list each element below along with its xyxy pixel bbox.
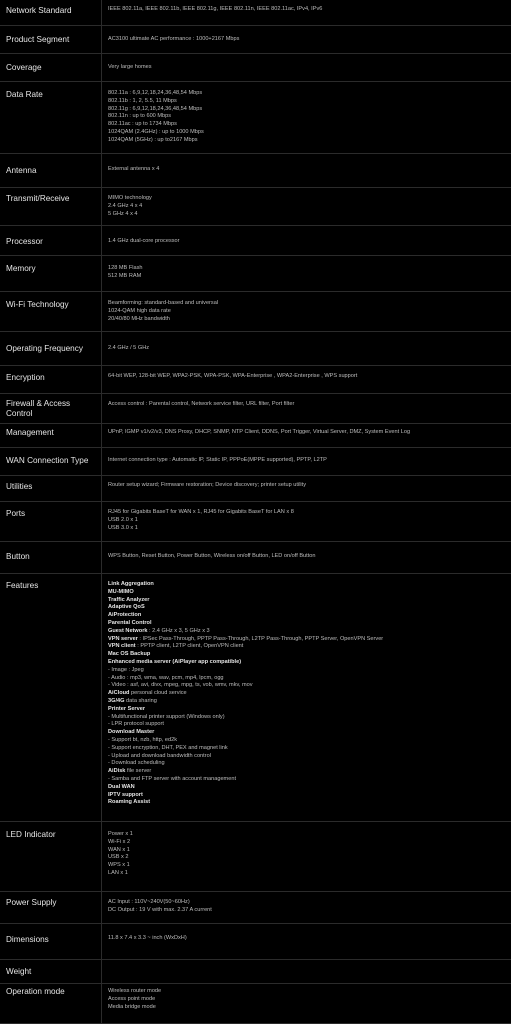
spec-text: RJ45 for Gigabits BaseT for WAN x 1, RJ45 for Gigabits BaseT for LAN x 8 [108,509,294,515]
spec-text: 1024QAM (2.4GHz) : up to 1000 Mbps [108,128,204,135]
spec-text: : 2.4 GHz x 3, 5 GHz x 3 [147,627,210,634]
column-divider [101,394,102,423]
spec-text: - Samba and FTP server with account management [108,775,236,782]
spec-text: 802.11b : 1, 2, 5.5, 11 Mbps [108,97,177,104]
spec-text: - Support encryption, DHT, PEX and magnet link [108,744,228,751]
spec-value-line [108,1004,506,1012]
spec-value-line [108,612,506,620]
spec-text: MIMO technology [108,195,152,201]
spec-value-line [108,509,506,517]
column-divider [101,226,102,255]
spec-row-wi-fi-technology [0,292,511,332]
spec-text: WPS x 1 [108,862,130,869]
spec-label: Ports [6,509,26,518]
column-divider [101,82,102,153]
spec-value-line [108,907,506,915]
feature-heading: Mac OS Backup [108,651,151,658]
spec-text: LAN x 1 [108,869,128,876]
spec-label: Memory [6,264,36,273]
spec-value-line [108,847,506,855]
spec-text: - Download scheduling [108,760,165,767]
spec-value-line [108,675,506,683]
spec-row-processor [0,226,511,256]
spec-value-line [108,166,506,174]
spec-value-line [108,457,506,465]
spec-value-line [108,870,506,878]
spec-label: Transmit/Receive [6,194,70,203]
spec-text: Wireless router mode [108,988,162,994]
spec-value [108,899,506,915]
spec-value-line [108,203,506,211]
spec-row-encryption [0,366,511,394]
spec-label: Wi-Fi Technology [6,300,69,309]
spec-label: WAN Connection Type [6,456,89,465]
spec-value-line [108,238,506,246]
spec-text: Beamforming: standard-based and universal [108,300,219,306]
spec-value-line [108,553,506,561]
spec-value-line [108,98,506,106]
spec-value [108,509,506,532]
spec-value [108,988,506,1011]
spec-value-line [108,589,506,597]
column-divider [101,960,102,983]
spec-row-product-segment [0,26,511,54]
spec-text: Router setup wizard; Firmware restoration; Device discovery; printer setup utility [108,482,307,488]
feature-heading: Roaming Assist [108,799,151,806]
spec-text: Access control : Parental control, Network service filter, URL filter, Port filter [108,401,295,407]
spec-text: 2.4 GHz / 5 GHz [108,345,150,351]
spec-label: Network Standard [6,6,72,15]
spec-row-ports [0,502,511,542]
spec-text: External antenna x 4 [108,166,160,172]
spec-value-line [108,862,506,870]
spec-text: : PPTP client, L2TP client, OpenVPN client [135,643,244,650]
spec-value-line [108,737,506,745]
spec-value-line [108,90,506,98]
spec-label: Management [6,428,54,437]
spec-value-line [108,137,506,145]
spec-text: 512 MB RAM [108,272,142,279]
spec-text: - Upload and download bandwidth control [108,752,211,759]
spec-value-line [108,401,506,409]
column-divider [101,54,102,81]
spec-text: 128 MB Flash [108,265,143,271]
spec-value-line [108,300,506,308]
spec-text: 802.11g : 6,9,12,18,24,36,48,54 Mbps [108,105,203,112]
spec-row-antenna [0,154,511,188]
spec-text: 1024QAM (5GHz) : up to2167 Mbps [108,136,198,143]
spec-text: USB 3.0 x 1 [108,524,138,531]
spec-text: Very large homes [108,64,152,70]
feature-heading: Enhanced media server (AiPlayer app compatible) [108,658,242,665]
spec-value [108,36,506,44]
spec-text: - LPR protocol support [108,721,164,728]
spec-value-line [108,517,506,525]
spec-value-line [108,745,506,753]
spec-value-line [108,195,506,203]
spec-row-management [0,424,511,448]
spec-value [108,429,506,437]
spec-value-line [108,792,506,800]
spec-text: 1.4 GHz dual-core processor [108,238,180,244]
spec-text: personal cloud service [129,690,187,697]
spec-text: 20/40/80 MHz bandwidth [108,315,170,322]
spec-value-line [108,996,506,1004]
spec-value [108,373,506,381]
spec-value-line [108,211,506,219]
column-divider [101,154,102,187]
feature-heading: VPN server [108,635,138,642]
spec-text: IEEE 802.11a, IEEE 802.11b, IEEE 802.11g, IEEE 802.11n, IEEE 802.11ac, IPv4, IPv6 [108,6,323,12]
spec-row-dimensions [0,924,511,960]
spec-text: - Multifunctional printer support (Windows only) [108,713,225,720]
spec-row-coverage [0,54,511,82]
spec-label: Button [6,552,30,561]
spec-value [108,581,506,807]
column-divider [101,822,102,891]
column-divider [101,574,102,821]
spec-value-line [108,373,506,381]
spec-value [108,90,506,145]
spec-value-line [108,620,506,628]
spec-value-line [108,899,506,907]
spec-label: Coverage [6,63,42,72]
spec-value-line [108,525,506,533]
spec-row-memory [0,256,511,292]
spec-value-line [108,651,506,659]
spec-value [108,300,506,323]
spec-value [108,482,506,490]
spec-label: Power Supply [6,898,57,907]
spec-value-line [108,106,506,114]
spec-value [108,831,506,878]
spec-row-features [0,574,511,822]
spec-text: 802.11n : up to 600 Mbps [108,113,172,120]
spec-value-line [108,784,506,792]
feature-heading: Link Aggregation [108,581,154,587]
spec-value-line [108,776,506,784]
spec-value-line [108,682,506,690]
spec-value-line [108,799,506,807]
column-divider [101,476,102,501]
column-divider [101,332,102,365]
spec-value-line [108,581,506,589]
spec-value [108,6,506,14]
spec-value-line [108,604,506,612]
spec-text: 64-bit WEP, 128-bit WEP, WPA2-PSK, WPA-PSK, WPA-Enterprise , WPA2-Enterprise , WPS support [108,373,358,379]
spec-value-line [108,429,506,437]
column-divider [101,366,102,393]
spec-text: Power x 1 [108,831,133,837]
column-divider [101,256,102,291]
column-divider [101,924,102,959]
feature-heading: Printer Server [108,705,146,712]
feature-heading: Dual WAN [108,783,135,790]
feature-heading: AiProtection [108,612,142,619]
spec-row-transmit-receive [0,188,511,226]
feature-heading: Adaptive QoS [108,604,145,611]
spec-value-line [108,667,506,675]
spec-value-line [108,636,506,644]
spec-text: WAN x 1 [108,846,130,853]
spec-label: Dimensions [6,935,49,944]
spec-row-operating-frequency [0,332,511,366]
spec-text: - Support bt, nzb, http, ed2k [108,736,178,743]
spec-text: - Audio : mp3, wma, wav, pcm, mp4, lpcm, ogg [108,674,224,681]
spec-text: 11.8 x 7.4 x 3.3 ~ inch (WxDxH) [108,935,187,941]
column-divider [101,424,102,447]
feature-heading: VPN client [108,643,136,650]
feature-heading: Traffic Analyzer [108,596,150,603]
spec-value-line [108,273,506,281]
spec-label: Weight [6,967,32,976]
spec-label: Antenna [6,166,37,175]
spec-label: Features [6,581,39,590]
spec-value-line [108,482,506,490]
column-divider [101,542,102,573]
spec-text: Access point mode [108,995,156,1002]
spec-value [108,345,506,353]
spec-text: AC Input : 110V~240V(50~60Hz) [108,899,190,905]
spec-value-line [108,6,506,14]
spec-value-line [108,721,506,729]
spec-value-line [108,854,506,862]
spec-value-line [108,768,506,776]
spec-value [108,553,506,561]
spec-value-line [108,690,506,698]
spec-row-power-supply [0,892,511,924]
spec-value-line [108,316,506,324]
spec-text: Media bridge mode [108,1003,156,1010]
spec-label: Encryption [6,373,45,382]
spec-text: USB x 2 [108,854,129,861]
spec-text: 5 GHz 4 x 4 [108,210,138,217]
spec-text: AC3100 ultimate AC performance : 1000+2167 Mbps [108,36,240,42]
feature-heading: Guest Network [108,627,148,634]
column-divider [101,292,102,331]
spec-value-line [108,760,506,768]
column-divider [101,0,102,25]
spec-label: Processor [6,237,43,246]
spec-text: file server [125,768,152,775]
spec-value-line [108,988,506,996]
feature-heading: IPTV support [108,791,143,798]
spec-label: Operating Frequency [6,344,83,353]
column-divider [101,448,102,475]
spec-row-button [0,542,511,574]
feature-heading: Parental Control [108,619,152,626]
spec-value [108,935,506,943]
column-divider [101,502,102,541]
feature-heading: AiCloud [108,690,130,697]
spec-value-line [108,935,506,943]
spec-value-line [108,831,506,839]
spec-text: - Video : asf, avi, divx, mpeg, mpg, ts, vob, wmv, mkv, mov [108,682,253,689]
spec-value [108,238,506,246]
spec-text: Wi-Fi x 2 [108,838,131,845]
spec-value-line [108,36,506,44]
spec-value-line [108,659,506,667]
spec-value [108,64,506,72]
column-divider [101,984,102,1023]
spec-value [108,265,506,281]
spec-text: 802.11a : 6,9,12,18,24,36,48,54 Mbps [108,90,203,96]
spec-value [108,457,506,465]
spec-label: Operation mode [6,987,65,996]
spec-label: Product Segment [6,35,70,44]
spec-row-network-standard [0,0,511,26]
spec-row-wan-connection-type [0,448,511,476]
spec-value-line [108,121,506,129]
column-divider [101,892,102,923]
spec-value-line [108,308,506,316]
spec-text: - Image : Jpeg [108,666,144,673]
spec-text: data sharing [124,697,157,704]
feature-heading: AiDisk [108,768,126,775]
spec-value-line [108,839,506,847]
spec-value-line [108,753,506,761]
spec-value [108,166,506,174]
spec-value [108,195,506,218]
spec-value-line [108,345,506,353]
column-divider [101,26,102,53]
spec-value-line [108,265,506,273]
spec-text: USB 2.0 x 1 [108,516,138,523]
spec-text: 1024-QAM high data rate [108,307,171,314]
spec-value-line [108,706,506,714]
spec-text: DC Output : 19 V with max. 2.37 A current [108,906,212,913]
spec-text: Internet connection type : Automatic IP, Static IP, PPPoE(MPPE supported), PPTP, L2TP [108,457,327,463]
spec-value-line [108,714,506,722]
spec-text: UPnP, IGMP v1/v2/v3, DNS Proxy, DHCP, SNMP, NTP Client, DDNS, Port Trigger, Virtual Server, DMZ, System Event Log [108,429,411,435]
spec-row-weight [0,960,511,984]
spec-label: LED Indicator [6,830,56,839]
spec-row-utilities [0,476,511,502]
spec-label: Data Rate [6,90,43,99]
feature-heading: 3G/4G [108,697,125,704]
spec-value-line [108,628,506,636]
spec-row-data-rate [0,82,511,154]
spec-text: : IPSec Pass-Through, PPTP Pass-Through, L2TP Pass-Through, PPTP Server, OpenVPN Server [137,635,384,642]
spec-value-line [108,64,506,72]
spec-value-line [108,698,506,706]
spec-text: WPS Button, Reset Button, Power Button, Wireless on/off Button, LED on/off Button [108,553,316,559]
column-divider [101,188,102,225]
spec-label: Firewall & Access Control [6,399,71,418]
spec-row-operation-mode [0,984,511,1024]
spec-value-line [108,597,506,605]
spec-value-line [108,643,506,651]
spec-label: Utilities [6,482,33,491]
spec-value-line [108,113,506,121]
feature-heading: MU-MIMO [108,588,134,595]
spec-text: 2.4 GHz 4 x 4 [108,202,143,209]
spec-row-firewall-and-access-control [0,394,511,424]
spec-row-led-indicator [0,822,511,892]
spec-text: 802.11ac : up to 1734 Mbps [108,121,177,128]
spec-value-line [108,129,506,137]
feature-heading: Download Master [108,729,155,736]
spec-value-line [108,729,506,737]
spec-value [108,401,506,409]
